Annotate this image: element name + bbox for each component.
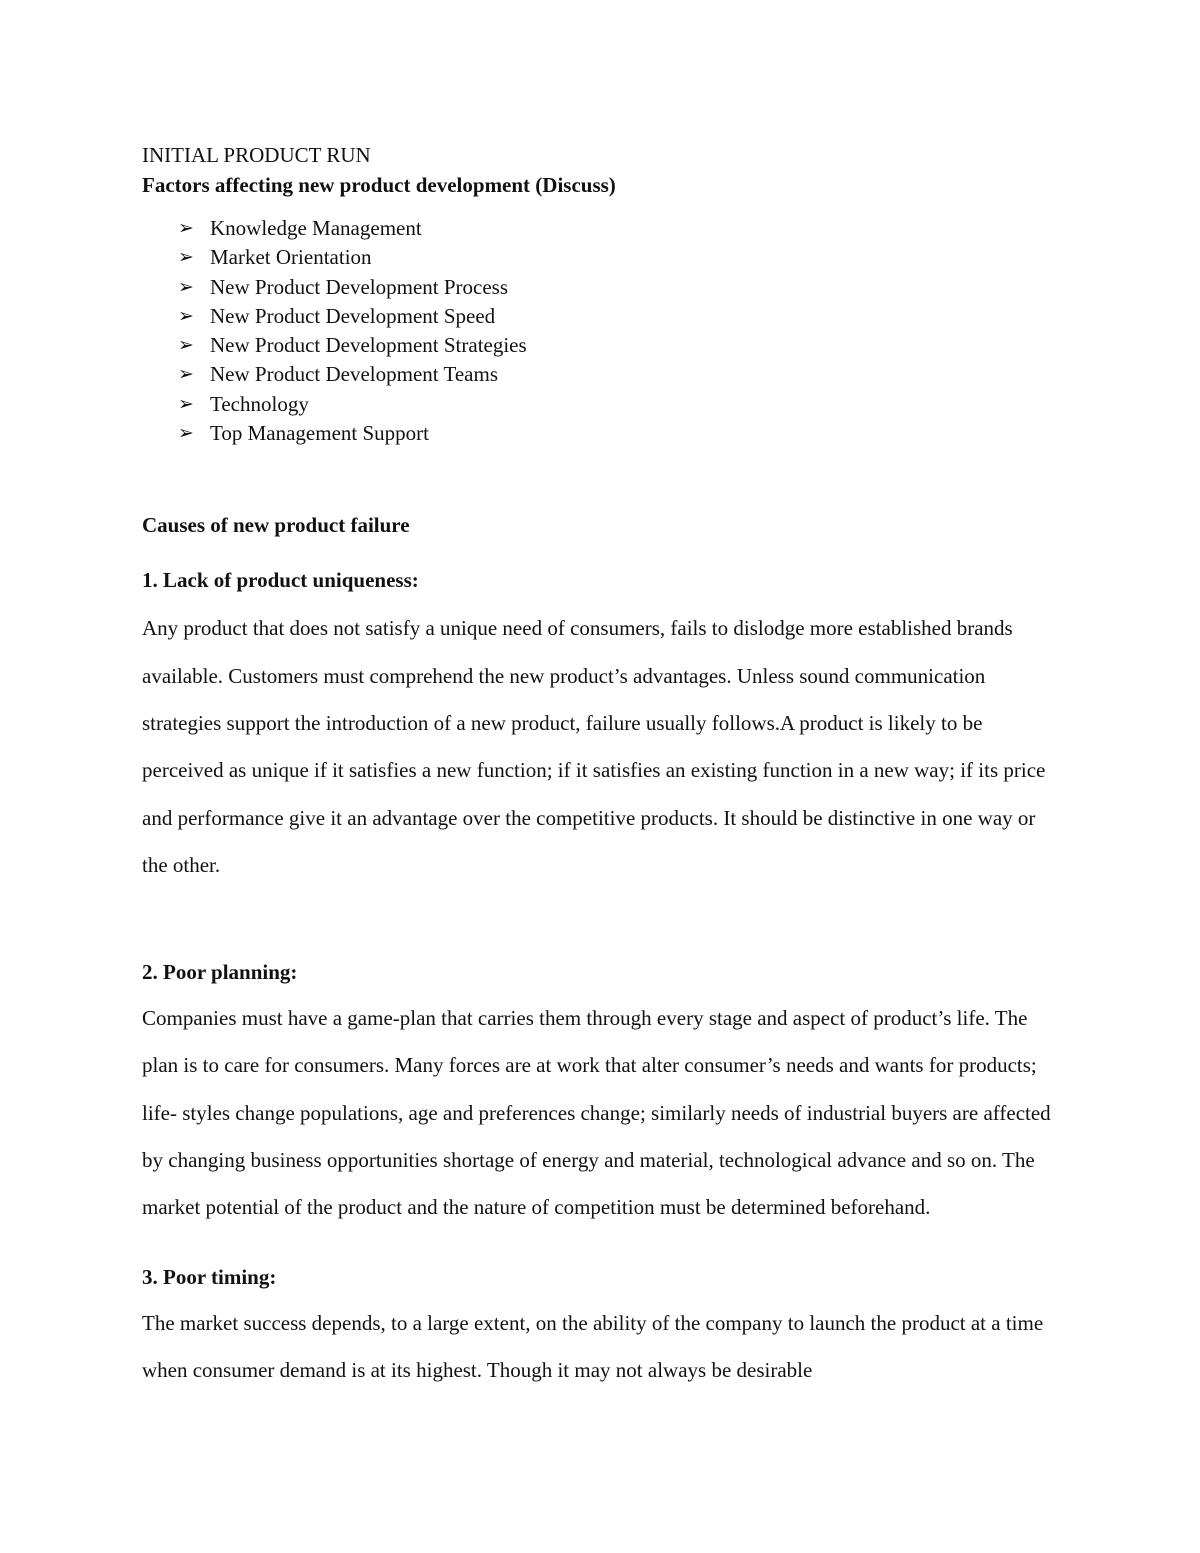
arrow-bullet-icon: ➢ [178,276,194,298]
list-item: ➢ Top Management Support [176,419,1062,448]
arrow-bullet-icon: ➢ [178,305,194,327]
list-item: ➢ Knowledge Management [176,214,1062,243]
arrow-bullet-icon: ➢ [178,218,194,239]
list-item: ➢ New Product Development Process [176,273,1062,302]
section-heading-uniqueness: 1. Lack of product uniqueness: [142,568,419,593]
section-heading-planning: 2. Poor planning: [142,960,298,985]
section-body-planning: Companies must have a game-plan that carries them through every stage and aspect of product’s life. The plan is to care for consumers. Many forces are at work that alter consumer’s needs and wants for products; life- styles change populations, age and preferences change; similarly needs of industrial buyers are affected by changing business opportunities shortage of energy and material, technological advance and so on. The market potential of the product and the nature of competition must be determined beforehand. [142,1006,1051,1220]
factors-list [142,214,1062,448]
document-page [142,140,1062,1394]
list-item: ➢ Technology [176,390,1062,419]
causes-heading: Causes of new product failure [142,513,410,538]
list-item: ➢ New Product Development Teams [176,360,1062,389]
arrow-bullet-icon: ➢ [178,247,194,269]
arrow-bullet-icon: ➢ [178,335,194,357]
arrow-bullet-icon: ➢ [178,393,194,415]
list-item: ➢ Market Orientation [176,243,1062,272]
factors-subtitle: Factors affecting new product development (Discuss) [142,173,616,197]
arrow-bullet-icon: ➢ [178,423,194,445]
list-item: ➢ New Product Development Strategies [176,331,1062,360]
list-item: ➢ New Product Development Speed [176,302,1062,331]
section-body-uniqueness: Any product that does not satisfy a unique need of consumers, fails to dislodge more established brands available. Customers must comprehend the new product’s advantages. Unless sound communication strategies support the introduction of a new product, failure usually follows.A product is likely to be perceived as unique if it satisfies a new function; if it satisfies an existing function in a new way; if its price and performance give it an advantage over the competitive products. It should be distinctive in one way or the other. [142,616,1046,877]
arrow-bullet-icon: ➢ [178,364,194,386]
section-heading-timing: 3. Poor timing: [142,1264,277,1289]
document-title: INITIAL PRODUCT RUN [142,143,371,167]
section-body-timing: The market success depends, to a large extent, on the ability of the company to launch the product at a time when consumer demand is at its highest. Though it may not always be desirable [142,1310,1044,1382]
